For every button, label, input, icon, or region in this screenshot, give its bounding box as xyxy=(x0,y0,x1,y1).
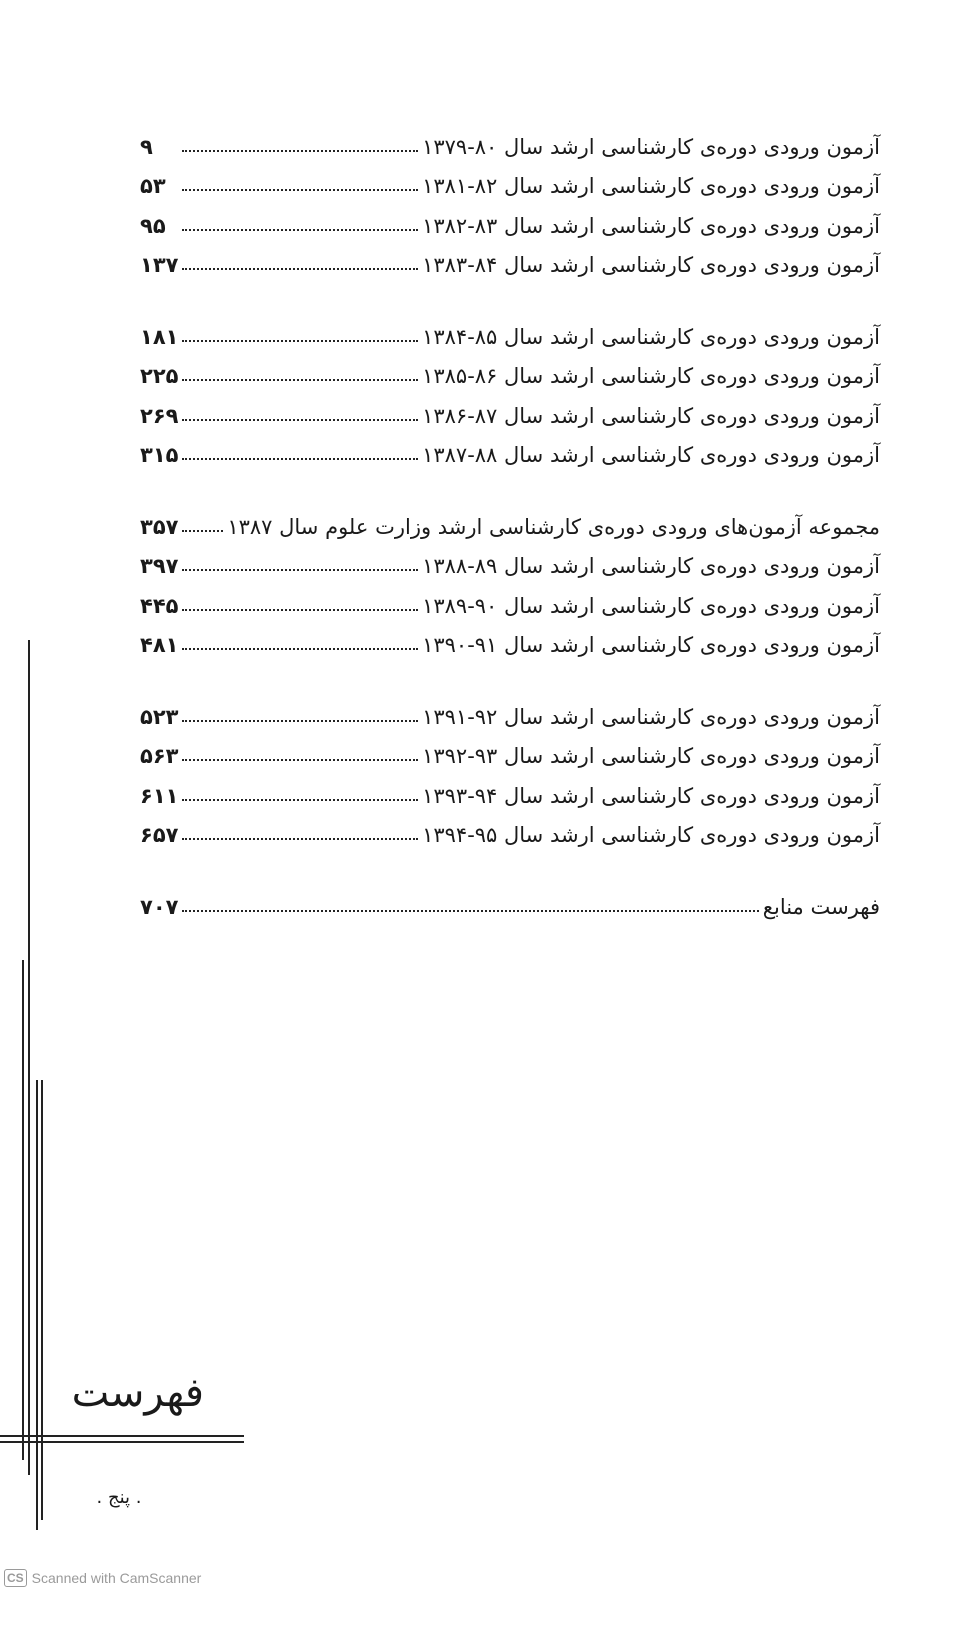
page-number: . پنج . xyxy=(96,1487,142,1508)
toc-entry-page: ۵۲۳ xyxy=(140,704,179,729)
toc-entry-page: ۵۳ xyxy=(140,174,166,198)
toc-entry xyxy=(140,767,880,807)
toc-entry-page: ۱۸۱ xyxy=(140,324,179,349)
toc-group-4 xyxy=(140,688,880,846)
dot-leader xyxy=(182,189,418,191)
frame-line-bottom-2 xyxy=(0,1441,244,1443)
toc-entry-page: ۲۲۵ xyxy=(140,364,179,388)
toc-entry-page: ۳۹۷ xyxy=(140,554,179,578)
toc-entry xyxy=(140,237,880,277)
dot-leader xyxy=(182,229,418,231)
toc-entry-title: آزمون ورودی دوره‌ی کارشناسی ارشد سال ۸۹-۱۳۸۸ xyxy=(422,554,880,578)
toc-entry-title: آزمون ورودی دوره‌ی کارشناسی ارشد سال ۸۸-۱۳۸۷ xyxy=(422,443,880,467)
dot-leader xyxy=(182,419,418,421)
toc-entry-title: آزمون ورودی دوره‌ی کارشناسی ارشد سال ۹۴-۱۳۹۳ xyxy=(422,783,880,808)
dot-leader xyxy=(182,150,418,152)
toc-group-2 xyxy=(140,308,880,466)
toc-group-5 xyxy=(140,878,880,918)
dot-leader xyxy=(182,838,418,840)
dot-leader xyxy=(182,268,418,270)
dot-leader xyxy=(182,609,418,611)
camscanner-logo-icon: CS xyxy=(4,1569,27,1587)
toc-entry-title: آزمون ورودی دوره‌ی کارشناسی ارشد سال ۸۳-۱۳۸۲ xyxy=(422,213,880,238)
toc-entry-title: آزمون ورودی دوره‌ی کارشناسی ارشد سال ۹۱-۱۳۹۰ xyxy=(422,633,880,657)
dot-leader xyxy=(182,379,418,381)
watermark-text: Scanned with CamScanner xyxy=(31,1570,202,1586)
toc-entry xyxy=(140,577,880,617)
toc-entry-page: ۷۰۷ xyxy=(140,894,179,919)
toc-entry-title: مجموعه آزمون‌های ورودی دوره‌ی کارشناسی ارشد وزارت علوم سال ۱۳۸۷ xyxy=(227,514,880,539)
frame-line-left-4 xyxy=(41,1080,43,1520)
toc-entry xyxy=(140,348,880,388)
toc-entry-title: آزمون ورودی دوره‌ی کارشناسی ارشد سال ۹۳-۱۳۹۲ xyxy=(422,744,880,768)
frame-line-left-2 xyxy=(22,960,24,1460)
toc-entry xyxy=(140,118,880,158)
toc-entry-title: فهرست منابع xyxy=(762,894,880,919)
dot-leader xyxy=(182,759,418,761)
toc-entry-page: ۶۱۱ xyxy=(140,783,179,808)
toc-group-1 xyxy=(140,118,880,276)
toc-entry-title: آزمون ورودی دوره‌ی کارشناسی ارشد سال ۸۴-۱۳۸۳ xyxy=(422,253,880,277)
frame-line-left-3 xyxy=(36,1080,38,1530)
toc-entry xyxy=(140,878,880,918)
toc-entry xyxy=(140,617,880,657)
toc-entry xyxy=(140,387,880,427)
table-of-contents xyxy=(140,118,880,950)
toc-entry-title: آزمون ورودی دوره‌ی کارشناسی ارشد سال ۹۵-۱۳۹۴ xyxy=(422,823,880,847)
toc-entry-page: ۱۳۷ xyxy=(140,253,179,277)
toc-entry-title: آزمون ورودی دوره‌ی کارشناسی ارشد سال ۸۵-۱۳۸۴ xyxy=(422,324,880,349)
dot-leader xyxy=(182,648,418,650)
toc-entry-title: آزمون ورودی دوره‌ی کارشناسی ارشد سال ۸۶-۱۳۸۵ xyxy=(422,364,880,388)
toc-entry-page: ۴۸۱ xyxy=(140,633,179,657)
toc-entry xyxy=(140,728,880,768)
toc-entry-page: ۹ xyxy=(140,134,153,159)
toc-entry xyxy=(140,498,880,538)
toc-entry xyxy=(140,308,880,348)
toc-entry-page: ۴۴۵ xyxy=(140,593,179,618)
frame-line-left-1 xyxy=(28,640,30,1475)
toc-entry xyxy=(140,688,880,728)
scanner-watermark xyxy=(4,1566,201,1590)
toc-entry xyxy=(140,538,880,578)
dot-leader xyxy=(182,569,418,571)
frame-line-bottom-1 xyxy=(0,1435,244,1437)
toc-entry-page: ۶۵۷ xyxy=(140,823,179,847)
dot-leader xyxy=(182,458,418,460)
toc-entry-page: ۳۱۵ xyxy=(140,443,179,467)
toc-entry-page: ۹۵ xyxy=(140,213,166,238)
dot-leader xyxy=(182,910,759,912)
dot-leader xyxy=(182,799,418,801)
toc-entry-page: ۳۵۷ xyxy=(140,514,179,539)
section-title: فهرست xyxy=(71,1370,204,1416)
dot-leader xyxy=(182,340,418,342)
toc-entry xyxy=(140,427,880,467)
toc-entry xyxy=(140,807,880,847)
toc-entry-title: آزمون ورودی دوره‌ی کارشناسی ارشد سال ۹۲-۱۳۹۱ xyxy=(422,704,880,729)
dot-leader xyxy=(182,530,223,532)
toc-entry-title: آزمون ورودی دوره‌ی کارشناسی ارشد سال ۸۲-۱۳۸۱ xyxy=(422,174,880,198)
toc-entry-page: ۲۶۹ xyxy=(140,403,179,428)
toc-entry-title: آزمون ورودی دوره‌ی کارشناسی ارشد سال ۸۰-۱۳۷۹ xyxy=(422,134,880,159)
toc-entry xyxy=(140,197,880,237)
toc-group-3 xyxy=(140,498,880,656)
toc-entry-page: ۵۶۳ xyxy=(140,744,179,768)
toc-entry-title: آزمون ورودی دوره‌ی کارشناسی ارشد سال ۹۰-۱۳۸۹ xyxy=(422,593,880,618)
toc-entry-title: آزمون ورودی دوره‌ی کارشناسی ارشد سال ۸۷-۱۳۸۶ xyxy=(422,403,880,428)
toc-entry xyxy=(140,158,880,198)
dot-leader xyxy=(182,720,418,722)
